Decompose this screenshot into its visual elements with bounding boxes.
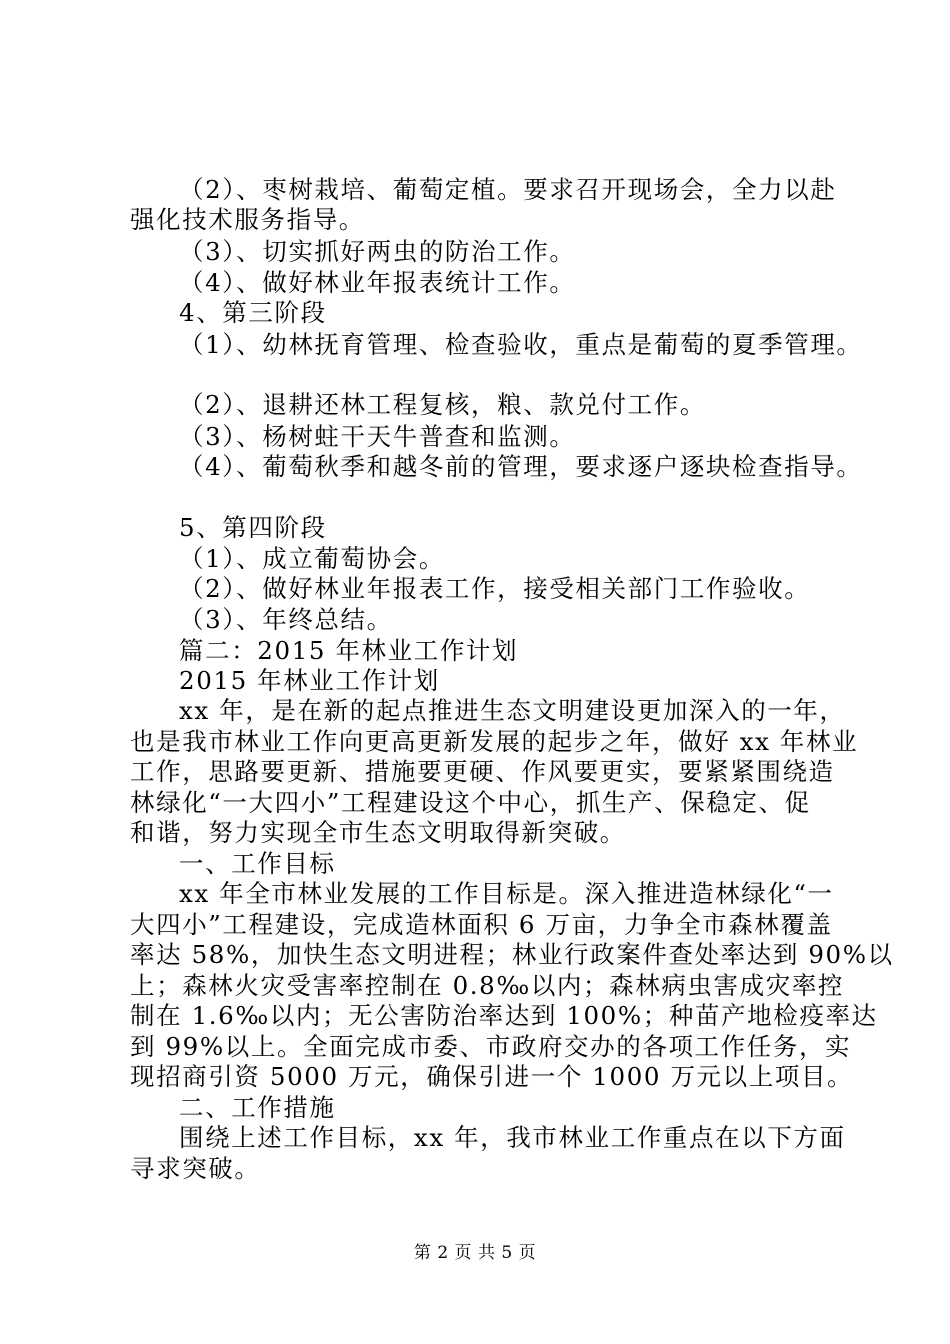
text-line: （1）、成立葡萄协会。 (179, 544, 445, 573)
text-line: （1）、幼林抚育管理、检查验收，重点是葡萄的夏季管理。 (179, 330, 863, 359)
text-line: 强化技术服务指导。 (130, 205, 365, 234)
text-line: 林绿化“一大四小”工程建设这个中心，抓生产、保稳定、促 (130, 788, 811, 817)
section-heading: 5、第四阶段 (179, 513, 327, 542)
section-heading: 二、工作措施 (179, 1093, 336, 1122)
page-footer: 第 2 页 共 5 页 (413, 1243, 537, 1263)
section-heading: 一、工作目标 (179, 849, 336, 878)
text-line: 也是我市林业工作向更高更新发展的起步之年，做好 xx 年林业 (130, 727, 859, 756)
text-line: （3）、年终总结。 (179, 605, 393, 634)
text-line: xx 年，是在新的起点推进生态文明建设更加深入的一年， (179, 696, 846, 725)
text-line: （4）、做好林业年报表统计工作。 (179, 268, 576, 297)
text-line: 大四小”工程建设，完成造林面积 6 万亩，力争全市森林覆盖 (130, 910, 833, 939)
text-line: 上；森林火灾受害率控制在 0.8‰以内；森林病虫害成灾率控 (130, 971, 845, 1000)
text-line: （2）、枣树栽培、葡萄定植。要求召开现场会，全力以赴 (179, 175, 837, 204)
text-line: （2）、退耕还林工程复核，粮、款兑付工作。 (179, 390, 706, 419)
text-line: 制在 1.6‰以内；无公害防治率达到 100%；种苗产地检疫率达 (130, 1001, 878, 1030)
section-heading: 4、第三阶段 (179, 298, 327, 327)
text-line: 率达 58%，加快生态文明进程；林业行政案件查处率达到 90%以 (130, 940, 894, 969)
text-line: 到 99%以上。全面完成市委、市政府交办的各项工作任务，实 (130, 1032, 852, 1061)
text-line: 寻求突破。 (130, 1154, 261, 1183)
text-line: （3）、切实抓好两虫的防治工作。 (179, 237, 576, 266)
text-line: 和谐，努力实现全市生态文明取得新突破。 (130, 818, 626, 847)
text-line: 现招商引资 5000 万元，确保引进一个 1000 万元以上项目。 (130, 1062, 854, 1091)
article-title: 2015 年林业工作计划 (179, 666, 440, 695)
article-heading: 篇二：2015 年林业工作计划 (179, 636, 519, 665)
text-line: （2）、做好林业年报表工作，接受相关部门工作验收。 (179, 574, 811, 603)
text-line: （4）、葡萄秋季和越冬前的管理，要求逐户逐块检查指导。 (179, 452, 863, 481)
text-line: （3）、杨树蛀干天牛普查和监测。 (179, 422, 576, 451)
text-line: 工作，思路要更新、措施要更硬、作风要更实，要紧紧围绕造 (130, 757, 835, 786)
text-line: 围绕上述工作目标，xx 年，我市林业工作重点在以下方面 (179, 1123, 846, 1152)
text-line: xx 年全市林业发展的工作目标是。深入推进造林绿化“一 (179, 879, 834, 908)
